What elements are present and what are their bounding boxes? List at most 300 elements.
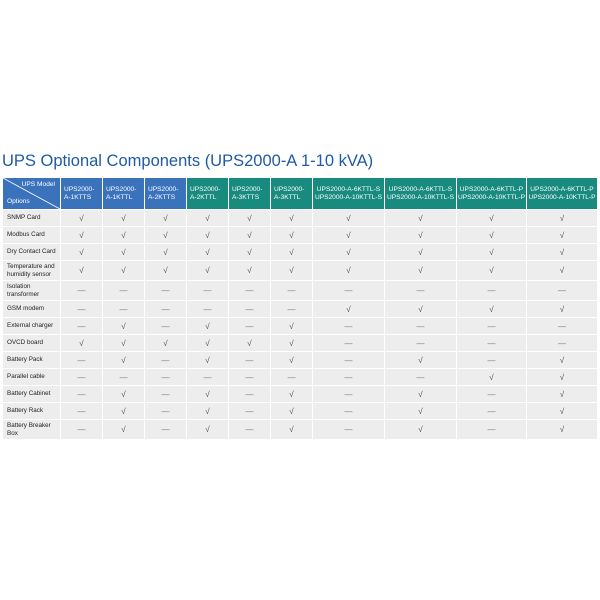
option-label: Temperature and humidity sensor (3, 261, 61, 281)
dash-icon: — (416, 286, 425, 295)
check-mark-icon: √ (559, 230, 565, 240)
check-mark-icon: √ (121, 266, 126, 275)
unsupported-mark (145, 386, 187, 403)
dash-icon: — (344, 406, 353, 416)
check-mark-icon: √ (289, 389, 294, 399)
model-header-cell (271, 178, 313, 210)
page-title: UPS Optional Components (UPS2000-A 1-10 kVA) (2, 152, 374, 170)
supported-mark (527, 227, 598, 244)
unsupported-mark (145, 281, 187, 301)
unsupported-mark (271, 301, 313, 318)
unsupported-mark (61, 318, 103, 335)
model-name-line: UPS2000- (274, 185, 305, 193)
supported-mark (103, 335, 145, 352)
unsupported-mark (61, 386, 103, 403)
unsupported-mark (313, 318, 385, 335)
supported-mark (527, 403, 598, 420)
unsupported-mark (145, 301, 187, 318)
unsupported-mark (229, 420, 271, 440)
dash-icon: — (344, 425, 353, 434)
supported-mark (385, 210, 457, 227)
supported-mark (187, 420, 229, 440)
supported-mark (103, 403, 145, 420)
check-mark-icon: √ (121, 425, 126, 434)
unsupported-mark (61, 369, 103, 386)
unsupported-mark (385, 281, 457, 301)
check-mark-icon: √ (289, 213, 294, 223)
supported-mark (457, 227, 527, 244)
table-row (3, 227, 598, 244)
table-row (3, 403, 598, 420)
dash-icon: — (119, 304, 128, 314)
supported-mark (385, 420, 457, 440)
supported-mark (527, 420, 598, 440)
dash-icon: — (245, 372, 254, 382)
check-mark-icon: √ (559, 372, 565, 382)
check-mark-icon: √ (247, 338, 252, 348)
unsupported-mark (457, 318, 527, 335)
supported-mark (527, 352, 598, 369)
model-name-line: UPS2000-A-6KTTL-P (459, 185, 524, 193)
table-row (3, 281, 598, 301)
dash-icon: — (287, 286, 296, 295)
check-mark-icon: √ (489, 247, 494, 257)
unsupported-mark (229, 386, 271, 403)
check-mark-icon: √ (289, 247, 294, 257)
unsupported-mark (145, 369, 187, 386)
supported-mark (527, 301, 598, 318)
dash-icon: — (161, 286, 170, 295)
supported-mark (527, 210, 598, 227)
supported-mark (385, 244, 457, 261)
check-mark-icon: √ (121, 389, 126, 399)
dash-icon: — (344, 389, 353, 399)
check-mark-icon: √ (559, 304, 565, 314)
check-mark-icon: √ (121, 247, 126, 257)
table-body (3, 210, 598, 440)
check-mark-icon: √ (489, 230, 494, 240)
unsupported-mark (229, 281, 271, 301)
dash-icon: — (487, 338, 496, 348)
model-name-line: UPS2000- (190, 185, 221, 193)
supported-mark (271, 352, 313, 369)
optional-components-table (2, 177, 598, 440)
dash-icon: — (487, 355, 496, 365)
dash-icon: — (161, 304, 170, 314)
unsupported-mark (457, 386, 527, 403)
dash-icon: — (119, 286, 128, 295)
dash-icon: — (558, 286, 566, 295)
supported-mark (271, 420, 313, 440)
dash-icon: — (558, 321, 566, 331)
supported-mark (457, 369, 527, 386)
supported-mark (527, 244, 598, 261)
table-row (3, 318, 598, 335)
option-label: GSM modem (3, 301, 61, 318)
supported-mark (313, 244, 385, 261)
unsupported-mark (229, 301, 271, 318)
supported-mark (187, 244, 229, 261)
supported-mark (271, 210, 313, 227)
model-name-line: UPS2000- (106, 185, 137, 193)
table-row (3, 386, 598, 403)
check-mark-icon: √ (205, 230, 210, 240)
dash-icon: — (245, 355, 254, 365)
unsupported-mark (385, 369, 457, 386)
model-name-line: UPS2000-A-6KTTL-S (388, 185, 453, 193)
model-header-cell (527, 178, 598, 210)
option-label: Parallel cable (3, 369, 61, 386)
model-name-line: A-3KTTS (232, 193, 260, 201)
check-mark-icon: √ (79, 338, 84, 348)
model-name-line: UPS2000-A-10KTTL-P (528, 193, 596, 201)
model-header-cell (187, 178, 229, 210)
check-mark-icon: √ (559, 425, 565, 434)
table-row (3, 301, 598, 318)
dash-icon: — (77, 425, 86, 434)
check-mark-icon: √ (289, 425, 294, 434)
check-mark-icon: √ (247, 230, 252, 240)
check-mark-icon: √ (418, 389, 423, 399)
option-label: Isolation transformer (3, 281, 61, 301)
model-name-line: A-1KTTL (106, 193, 133, 201)
check-mark-icon: √ (79, 230, 84, 240)
model-header-cell (61, 178, 103, 210)
supported-mark (61, 227, 103, 244)
check-mark-icon: √ (289, 406, 294, 416)
unsupported-mark (61, 420, 103, 440)
dash-icon: — (77, 406, 86, 416)
check-mark-icon: √ (121, 213, 126, 223)
supported-mark (271, 318, 313, 335)
check-mark-icon: √ (247, 213, 252, 223)
supported-mark (271, 261, 313, 281)
unsupported-mark (313, 281, 385, 301)
supported-mark (229, 261, 271, 281)
dash-icon: — (77, 321, 86, 331)
table-row (3, 244, 598, 261)
check-mark-icon: √ (205, 247, 210, 257)
check-mark-icon: √ (559, 247, 565, 257)
check-mark-icon: √ (121, 321, 126, 331)
supported-mark (313, 301, 385, 318)
dash-icon: — (487, 406, 496, 416)
supported-mark (457, 261, 527, 281)
supported-mark (103, 210, 145, 227)
check-mark-icon: √ (205, 425, 210, 434)
dash-icon: — (287, 372, 296, 382)
supported-mark (103, 227, 145, 244)
unsupported-mark (61, 281, 103, 301)
unsupported-mark (313, 420, 385, 440)
supported-mark (229, 227, 271, 244)
supported-mark (527, 386, 598, 403)
check-mark-icon: √ (418, 230, 423, 240)
dash-icon: — (119, 372, 128, 382)
supported-mark (145, 210, 187, 227)
check-mark-icon: √ (418, 213, 423, 223)
model-name-line: UPS2000-A-6KTTL-S (316, 185, 381, 193)
supported-mark (385, 386, 457, 403)
check-mark-icon: √ (79, 213, 84, 223)
supported-mark (103, 318, 145, 335)
check-mark-icon: √ (418, 425, 423, 434)
dash-icon: — (203, 372, 212, 382)
check-mark-icon: √ (418, 266, 423, 275)
supported-mark (313, 261, 385, 281)
supported-mark (271, 227, 313, 244)
check-mark-icon: √ (489, 304, 494, 314)
dash-icon: — (487, 425, 496, 434)
unsupported-mark (187, 369, 229, 386)
supported-mark (187, 210, 229, 227)
check-mark-icon: √ (79, 247, 84, 257)
check-mark-icon: √ (346, 247, 351, 257)
supported-mark (187, 227, 229, 244)
supported-mark (187, 318, 229, 335)
corner-label-options: Options (7, 198, 30, 205)
dash-icon: — (487, 286, 496, 295)
supported-mark (103, 261, 145, 281)
supported-mark (457, 210, 527, 227)
dash-icon: — (77, 389, 86, 399)
check-mark-icon: √ (559, 213, 565, 223)
check-mark-icon: √ (205, 266, 210, 275)
check-mark-icon: √ (489, 266, 494, 275)
supported-mark (313, 210, 385, 227)
dash-icon: — (287, 304, 296, 314)
unsupported-mark (229, 352, 271, 369)
supported-mark (103, 420, 145, 440)
dash-icon: — (344, 372, 353, 382)
supported-mark (527, 369, 598, 386)
unsupported-mark (271, 281, 313, 301)
check-mark-icon: √ (559, 406, 565, 416)
check-mark-icon: √ (559, 389, 565, 399)
unsupported-mark (103, 301, 145, 318)
dash-icon: — (416, 321, 425, 331)
dash-icon: — (245, 425, 254, 434)
check-mark-icon: √ (163, 213, 168, 223)
table-row (3, 420, 598, 440)
header-row (3, 178, 598, 210)
supported-mark (457, 244, 527, 261)
unsupported-mark (527, 318, 598, 335)
dash-icon: — (487, 389, 496, 399)
check-mark-icon: √ (346, 304, 351, 314)
check-mark-icon: √ (121, 338, 126, 348)
check-mark-icon: √ (289, 266, 294, 275)
check-mark-icon: √ (205, 213, 210, 223)
table-row (3, 352, 598, 369)
supported-mark (271, 386, 313, 403)
unsupported-mark (145, 403, 187, 420)
unsupported-mark (187, 301, 229, 318)
model-name-line: UPS2000- (232, 185, 263, 193)
model-name-line: UPS2000-A-6KTTL-P (530, 185, 594, 193)
unsupported-mark (527, 281, 598, 301)
check-mark-icon: √ (418, 355, 423, 365)
unsupported-mark (313, 386, 385, 403)
supported-mark (527, 261, 598, 281)
dash-icon: — (161, 406, 170, 416)
option-label: Dry Contact Card (3, 244, 61, 261)
unsupported-mark (187, 281, 229, 301)
dash-icon: — (245, 406, 254, 416)
dash-icon: — (245, 286, 254, 295)
dash-icon: — (344, 321, 353, 331)
supported-mark (61, 261, 103, 281)
dash-icon: — (344, 355, 353, 365)
dash-icon: — (161, 425, 170, 434)
supported-mark (61, 335, 103, 352)
supported-mark (103, 244, 145, 261)
check-mark-icon: √ (163, 338, 168, 348)
check-mark-icon: √ (121, 230, 126, 240)
dash-icon: — (77, 304, 86, 314)
model-header-cell (457, 178, 527, 210)
supported-mark (229, 244, 271, 261)
model-header-cell (103, 178, 145, 210)
table-row (3, 335, 598, 352)
model-header-cell (229, 178, 271, 210)
unsupported-mark (145, 318, 187, 335)
supported-mark (145, 227, 187, 244)
unsupported-mark (103, 281, 145, 301)
dash-icon: — (161, 389, 170, 399)
table-row (3, 369, 598, 386)
dash-icon: — (77, 286, 86, 295)
check-mark-icon: √ (121, 355, 126, 365)
model-header-cell (385, 178, 457, 210)
unsupported-mark (61, 352, 103, 369)
unsupported-mark (103, 369, 145, 386)
supported-mark (457, 301, 527, 318)
option-label: External charger (3, 318, 61, 335)
option-label: Modbus Card (3, 227, 61, 244)
supported-mark (229, 335, 271, 352)
check-mark-icon: √ (346, 266, 351, 275)
model-name-line: UPS2000- (148, 185, 179, 193)
supported-mark (145, 335, 187, 352)
unsupported-mark (457, 335, 527, 352)
unsupported-mark (457, 420, 527, 440)
dash-icon: — (203, 286, 212, 295)
supported-mark (385, 261, 457, 281)
corner-header-cell (3, 178, 61, 210)
check-mark-icon: √ (121, 406, 126, 416)
supported-mark (271, 335, 313, 352)
supported-mark (313, 227, 385, 244)
unsupported-mark (229, 318, 271, 335)
check-mark-icon: √ (247, 266, 252, 275)
supported-mark (103, 386, 145, 403)
dash-icon: — (487, 321, 496, 331)
check-mark-icon: √ (489, 213, 494, 223)
model-name-line: UPS2000-A-10KTTL-S (386, 193, 455, 201)
dash-icon: — (77, 355, 86, 365)
check-mark-icon: √ (489, 372, 494, 382)
option-label: Battery Rack (3, 403, 61, 420)
check-mark-icon: √ (346, 213, 351, 223)
unsupported-mark (385, 318, 457, 335)
check-mark-icon: √ (163, 230, 168, 240)
dash-icon: — (344, 286, 353, 295)
supported-mark (187, 335, 229, 352)
unsupported-mark (457, 281, 527, 301)
option-label: Battery Cabinet (3, 386, 61, 403)
model-header-cell (145, 178, 187, 210)
dash-icon: — (245, 304, 254, 314)
option-label: Battery Pack (3, 352, 61, 369)
corner-label-model: UPS Model (21, 181, 55, 188)
option-label: OVCD board (3, 335, 61, 352)
dash-icon: — (245, 389, 254, 399)
dash-icon: — (203, 304, 212, 314)
check-mark-icon: √ (346, 230, 351, 240)
check-mark-icon: √ (163, 266, 168, 275)
table-row (3, 261, 598, 281)
supported-mark (187, 352, 229, 369)
option-label: Battery Breaker Box (3, 420, 61, 440)
supported-mark (187, 386, 229, 403)
model-name-line: A-2KTTS (148, 193, 176, 201)
unsupported-mark (229, 403, 271, 420)
table-row (3, 210, 598, 227)
supported-mark (385, 301, 457, 318)
supported-mark (271, 403, 313, 420)
supported-mark (145, 261, 187, 281)
dash-icon: — (245, 321, 254, 331)
supported-mark (103, 352, 145, 369)
unsupported-mark (313, 335, 385, 352)
model-name-line: UPS2000-A-10KTTL-P (457, 193, 526, 201)
unsupported-mark (145, 352, 187, 369)
option-label: SNMP Card (3, 210, 61, 227)
unsupported-mark (313, 352, 385, 369)
model-name-line: UPS2000-A-10KTTL-S (314, 193, 383, 201)
unsupported-mark (313, 369, 385, 386)
supported-mark (385, 227, 457, 244)
model-header-cell (313, 178, 385, 210)
model-name-line: A-1KTTS (64, 193, 92, 201)
check-mark-icon: √ (418, 304, 423, 314)
supported-mark (229, 210, 271, 227)
dash-icon: — (344, 338, 353, 348)
check-mark-icon: √ (418, 406, 423, 416)
unsupported-mark (385, 335, 457, 352)
model-name-line: A-3KTTL (274, 193, 301, 201)
unsupported-mark (61, 301, 103, 318)
check-mark-icon: √ (289, 230, 294, 240)
model-name-line: UPS2000- (64, 185, 95, 193)
check-mark-icon: √ (289, 321, 294, 331)
supported-mark (385, 403, 457, 420)
unsupported-mark (145, 420, 187, 440)
dash-icon: — (161, 321, 170, 331)
unsupported-mark (457, 403, 527, 420)
dash-icon: — (558, 338, 566, 348)
supported-mark (385, 352, 457, 369)
check-mark-icon: √ (205, 406, 210, 416)
supported-mark (187, 261, 229, 281)
dash-icon: — (416, 338, 425, 348)
check-mark-icon: √ (289, 338, 294, 348)
dash-icon: — (161, 355, 170, 365)
check-mark-icon: √ (289, 355, 294, 365)
check-mark-icon: √ (559, 355, 565, 365)
check-mark-icon: √ (205, 389, 210, 399)
